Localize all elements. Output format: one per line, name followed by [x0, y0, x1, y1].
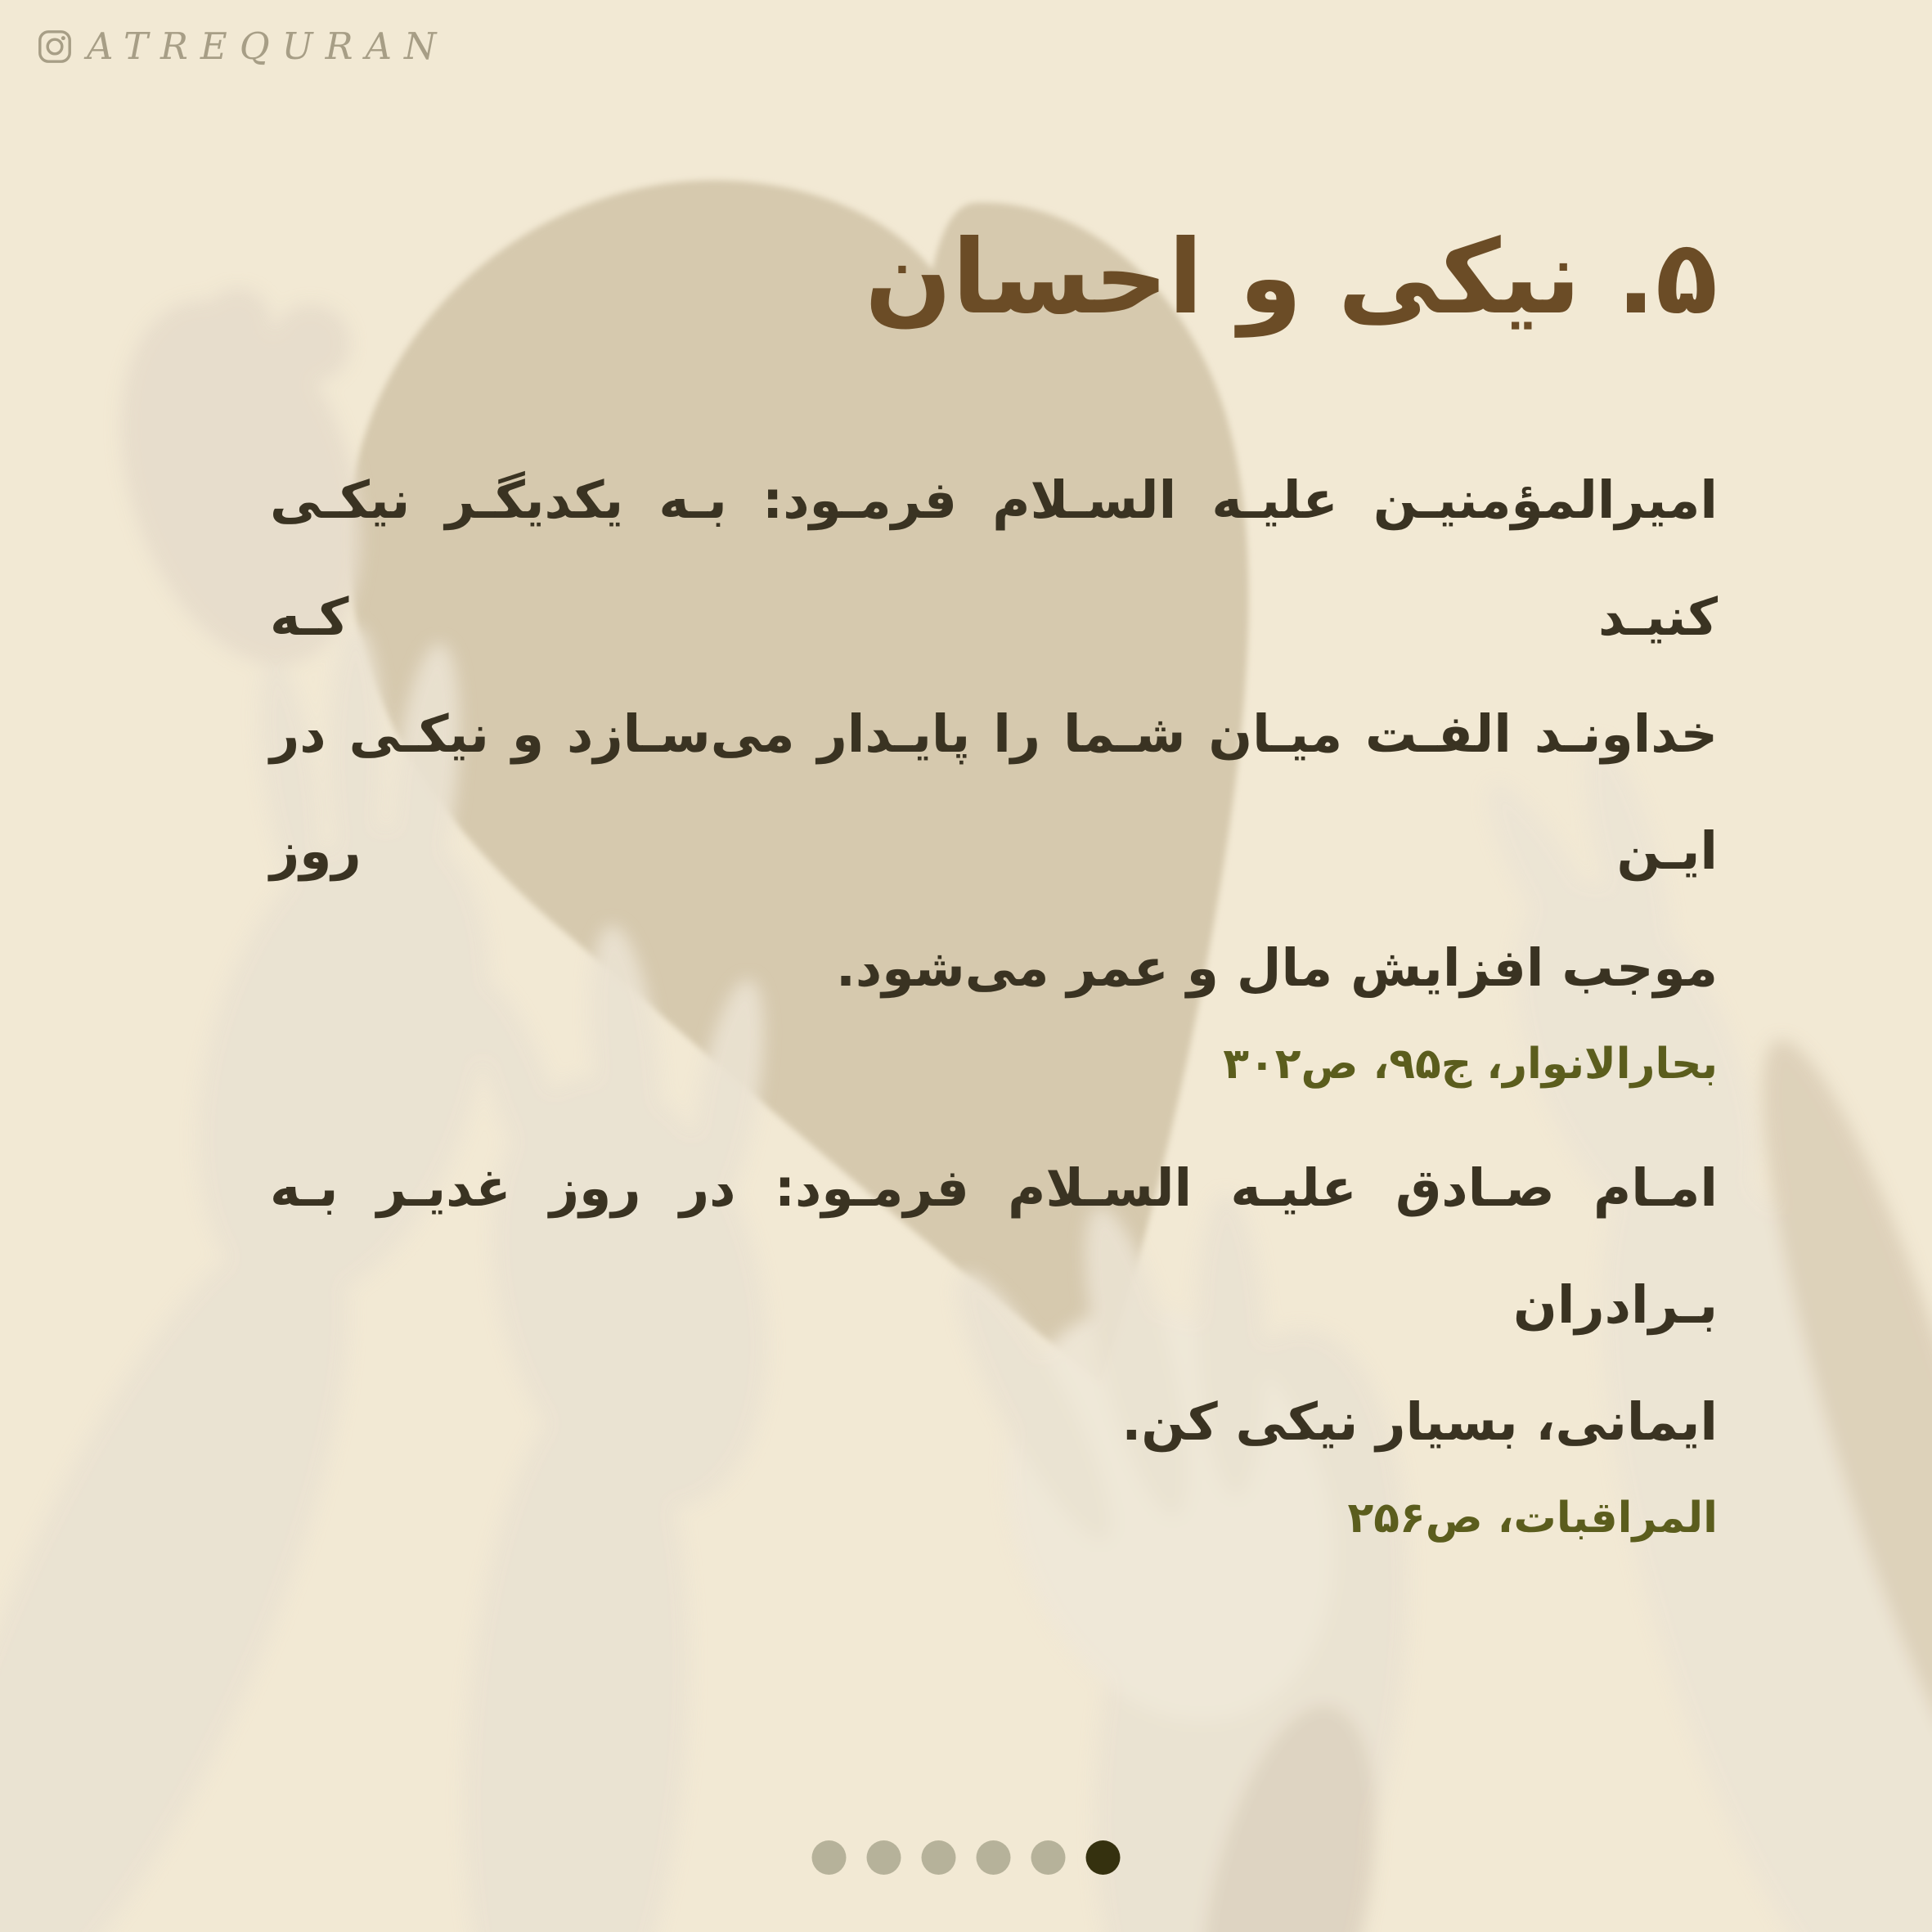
- quote-section-2: [270, 1130, 1718, 1551]
- slide-content: [270, 192, 1718, 1551]
- carousel-dot[interactable]: [922, 1840, 956, 1875]
- carousel-dot[interactable]: [1031, 1840, 1066, 1875]
- watermark-handle: ATREQURAN: [87, 25, 449, 68]
- quote-line: موجب افزایش مال و عمر می‌شود.: [835, 938, 1718, 998]
- slide-title: ۵. نیکی و احسان: [865, 218, 1718, 337]
- instagram-icon: [36, 28, 74, 65]
- carousel-dot[interactable]: [867, 1840, 901, 1875]
- quote-line: امیرالمؤمنیـن علیـه السـلام فرمـود: بـه یکدیگـر نیکـی کنیـد کـه: [270, 470, 1718, 647]
- carousel-dot[interactable]: [812, 1840, 847, 1875]
- quote-source: المراقبات، ص۲۵۶: [1347, 1494, 1718, 1543]
- carousel-dot-active[interactable]: [1086, 1840, 1121, 1875]
- carousel-dots: [812, 1840, 1121, 1875]
- quote-line: امـام صـادق علیـه السـلام فرمـود: در روز غدیـر بـه بـرادران: [270, 1158, 1718, 1335]
- quote-section-1: [270, 442, 1718, 1097]
- carousel-dot[interactable]: [977, 1840, 1011, 1875]
- watermark: [36, 25, 449, 68]
- quote-line: ایمانی، بسیار نیکی کن.: [1121, 1392, 1718, 1452]
- quote-source: بحارالانوار، ج۹۵، ص۳۰۲: [1223, 1040, 1718, 1089]
- quote-line: خداونـد الفـت میـان شـما را پایـدار می‌سـازد و نیکـی در ایـن روز: [270, 704, 1718, 881]
